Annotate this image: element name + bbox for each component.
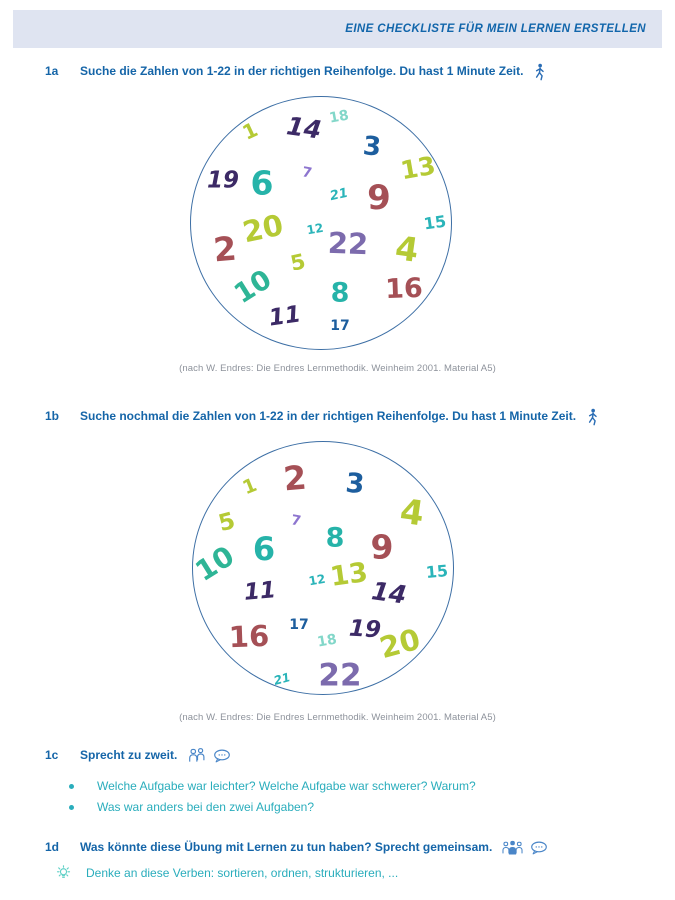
scattered-number-15: 15 xyxy=(422,211,448,234)
scattered-number-18: 18 xyxy=(328,107,350,127)
speech-bubble-icon xyxy=(530,841,548,855)
runner-icon xyxy=(586,408,599,426)
scattered-number-1: 1 xyxy=(239,473,261,500)
scattered-number-15: 15 xyxy=(425,561,449,582)
task-1b-text: Suche nochmal die Zahlen von 1-22 in der richtigen Reihenfolge. Du hast 1 Minute Zeit. xyxy=(80,409,577,423)
scattered-number-19: 19 xyxy=(348,615,382,644)
scattered-number-17: 17 xyxy=(330,318,350,334)
source-attribution-1: (nach W. Endres: Die Endres Lernmethodik. Weinheim 2001. Material A5) xyxy=(179,363,496,374)
speech-bubble-icon xyxy=(213,749,231,763)
scattered-number-22: 22 xyxy=(318,657,362,694)
scattered-number-6: 6 xyxy=(252,530,276,568)
scattered-number-9: 9 xyxy=(367,178,391,218)
task-1d-label: 1d xyxy=(45,840,60,854)
three-people-icon xyxy=(502,840,523,855)
task-1c-text: Sprecht zu zweit. xyxy=(80,748,178,762)
scattered-number-12: 12 xyxy=(305,220,325,238)
scattered-number-10: 10 xyxy=(189,539,241,588)
number-circle-2 xyxy=(189,441,454,695)
scattered-number-3: 3 xyxy=(361,131,383,163)
bullet-question-1: Welche Aufgabe war leichter? Welche Aufgabe war schwerer? Warum? xyxy=(67,776,476,797)
scattered-number-6: 6 xyxy=(250,163,274,203)
scattered-number-4: 4 xyxy=(392,228,422,270)
task-1b-label: 1b xyxy=(45,409,60,423)
scattered-number-21: 21 xyxy=(272,670,292,688)
scattered-number-5: 5 xyxy=(288,249,308,276)
task-1c-label: 1c xyxy=(45,748,59,762)
page-title: EINE CHECKLISTE FÜR MEIN LERNEN ERSTELLEN xyxy=(345,23,646,35)
task-1d-row xyxy=(45,839,548,856)
scattered-number-19: 19 xyxy=(206,167,240,194)
scattered-number-14: 14 xyxy=(284,111,324,145)
scattered-number-1: 1 xyxy=(238,117,262,145)
scattered-number-16: 16 xyxy=(384,272,424,306)
number-circle-1 xyxy=(190,96,452,350)
task-1b-row xyxy=(45,408,599,425)
source-attribution-2: (nach W. Endres: Die Endres Lernmethodik. Weinheim 2001. Material A5) xyxy=(179,712,496,723)
scattered-number-22: 22 xyxy=(327,225,369,262)
scattered-number-8: 8 xyxy=(325,522,345,554)
bullet-question-2: Was war anders bei den zwei Aufgaben? xyxy=(67,797,476,818)
scattered-number-10: 10 xyxy=(228,263,278,311)
scattered-number-4: 4 xyxy=(397,491,427,535)
runner-icon xyxy=(533,63,546,81)
scattered-number-13: 13 xyxy=(328,557,370,593)
task-1a-row xyxy=(45,63,546,80)
lightbulb-icon xyxy=(55,863,72,882)
tip-row xyxy=(55,863,398,882)
scattered-number-20: 20 xyxy=(375,621,424,666)
scattered-number-5: 5 xyxy=(215,507,238,538)
scattered-number-18: 18 xyxy=(316,631,338,651)
scattered-number-11: 11 xyxy=(267,301,303,332)
task-1a-text: Suche die Zahlen von 1-22 in der richtigen Reihenfolge. Du hast 1 Minute Zeit. xyxy=(80,64,524,78)
scattered-number-21: 21 xyxy=(328,185,350,205)
scattered-number-8: 8 xyxy=(330,277,350,309)
scattered-number-20: 20 xyxy=(239,207,287,250)
scattered-number-3: 3 xyxy=(344,467,366,501)
scattered-number-2: 2 xyxy=(281,457,309,499)
scattered-number-9: 9 xyxy=(370,527,394,567)
tip-text: Denke an diese Verben: sortieren, ordnen, strukturieren, ... xyxy=(86,865,399,880)
scattered-number-2: 2 xyxy=(211,228,239,270)
scattered-number-13: 13 xyxy=(398,150,438,186)
scattered-number-17: 17 xyxy=(289,617,309,633)
task-1c-row xyxy=(45,747,231,764)
two-people-icon xyxy=(187,748,206,763)
scattered-number-16: 16 xyxy=(228,618,270,655)
header-band xyxy=(13,10,662,48)
scattered-number-7: 7 xyxy=(300,164,314,182)
scattered-number-11: 11 xyxy=(242,577,278,606)
scattered-number-12: 12 xyxy=(307,571,327,589)
discussion-questions xyxy=(67,776,476,818)
task-1d-text: Was könnte diese Übung mit Lernen zu tun haben? Sprecht gemeinsam. xyxy=(80,840,493,854)
scattered-number-14: 14 xyxy=(369,576,409,610)
task-1a-label: 1a xyxy=(45,64,59,78)
scattered-number-7: 7 xyxy=(289,512,303,530)
